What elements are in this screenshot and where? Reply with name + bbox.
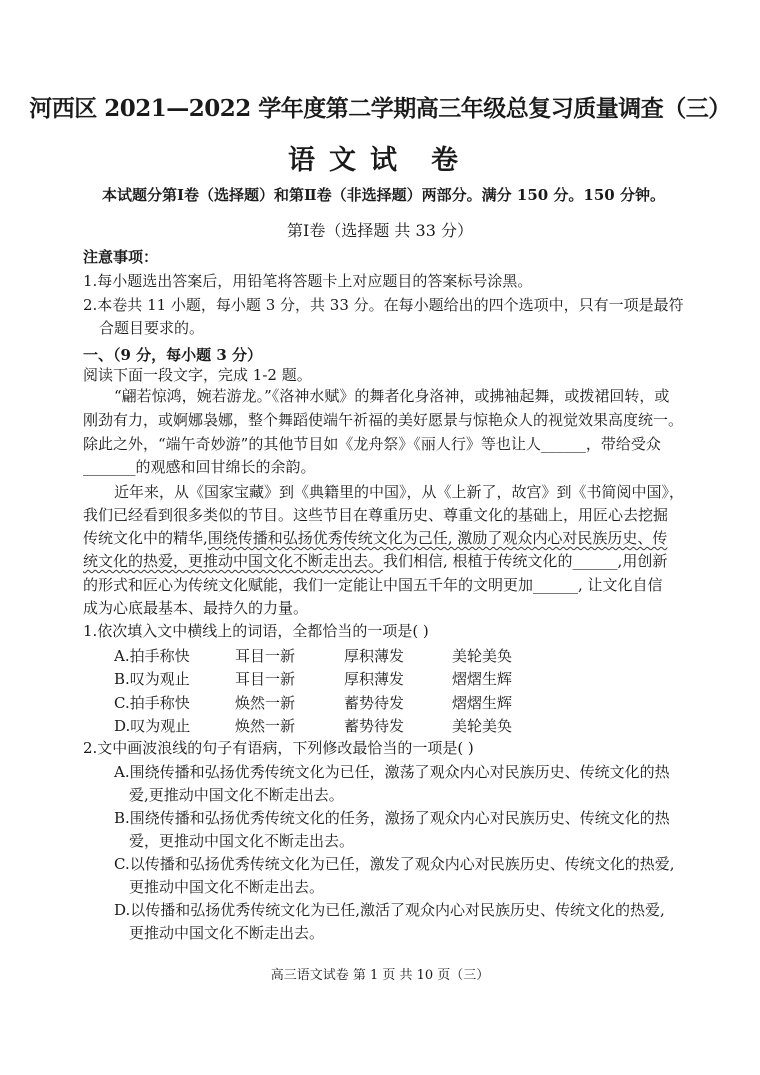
passage-text: 传统文化中的精华, (83, 529, 208, 547)
option-b-word3: 厚积薄发 (344, 670, 405, 688)
passage-line: 的形式和匠心为传统文化赋能，我们一定能让中国五千年的文明更加______, 让文化自信 (83, 576, 663, 594)
option-d-word1: D.叹为观止 (114, 717, 191, 735)
subject-title (0, 138, 760, 177)
section-heading: 一、（9 分，每小题 3 分） (83, 346, 263, 364)
exam-title: 河西区 2021—2022 学年度第二学期高三年级总复习质量调查（三） (29, 95, 731, 122)
exam-intro: 本试题分第Ⅰ卷（选择题）和第Ⅱ卷（非选择题）两部分。满分 150 分。150 分钟。 (102, 186, 665, 204)
option-b-line1: B.围绕传播和弘扬优秀传统文化的任务，激扬了观众内心对民族历史、传统文化的热 (114, 809, 670, 827)
option-b-line2: 爱，更推动中国文化不断走出去。 (129, 832, 355, 850)
passage-line: _______的观感和回甘绵长的余韵。 (83, 458, 316, 476)
option-c-word1: C.拍手称快 (114, 694, 190, 712)
passage-line (83, 551, 667, 571)
option-c-line1: C.以传播和弘扬优秀传统文化为已任，激发了观众内心对民族历史、传统文化的热爱, (114, 855, 675, 873)
passage-line: 成为心底最基本、最持久的力量。 (83, 599, 309, 617)
wavy-underlined-sentence: 围绕传播和弘扬优秀传统文化为己任, 激励了观众内心对民族历史、传 (207, 529, 668, 547)
option-a-word2: 耳目一新 (235, 647, 296, 665)
passage-text: 我们相信, 根植于传统文化的______,用创新 (383, 552, 668, 570)
note-item-2-cont: 合题目要求的。 (99, 319, 205, 337)
subject-title-part1: 语文试 (288, 145, 411, 176)
passage-line: “翩若惊鸿，婉若游龙。”《洛神水赋》的舞者化身洛神，或拂袖起舞，或拨裙回转，或 (114, 387, 670, 405)
option-c-line2: 更推动中国文化不断走出去。 (129, 878, 325, 896)
option-d-line1: D.以传播和弘扬优秀传统文化为已任,激活了观众内心对民族历史、传统文化的热爱, (114, 901, 665, 919)
wavy-underlined-sentence: 统文化的热爱，更推动中国文化不断走出去。 (83, 552, 384, 570)
option-a-line2: 爱,更推动中国文化不断走出去。 (129, 786, 344, 804)
note-item-1: 1.每小题选出答案后，用铅笔将答题卡上对应题目的答案标号涂黑。 (83, 272, 533, 290)
option-c-word3: 蓄势待发 (344, 694, 405, 712)
passage-line: 除此之外，“端午奇妙游”的其他节目如《龙舟祭》《丽人行》等也让人______，带给受众 (83, 435, 661, 453)
passage-line: 刚劲有力，或婀娜袅娜，整个舞蹈使端午祈福的美好愿景与惊艳众人的视觉效果高度统一。 (83, 411, 684, 429)
notes-label: 注意事项： (83, 248, 159, 266)
option-b-word2: 耳目一新 (235, 670, 296, 688)
page-footer: 高三语文试卷 第 1 页 共 10 页（三） (270, 968, 490, 983)
option-a-word4: 美轮美奂 (452, 647, 513, 665)
option-b-word4: 熠熠生辉 (452, 670, 513, 688)
option-c-word4: 熠熠生辉 (452, 694, 513, 712)
option-d-line2: 更推动中国文化不断走出去。 (129, 924, 325, 942)
option-c-word2: 焕然一新 (235, 694, 296, 712)
option-a-word3: 厚积薄发 (344, 647, 405, 665)
passage-line: 近年来，从《国家宝藏》到《典籍里的中国》，从《上新了，故宫》到《书简阅中国》， (114, 483, 685, 501)
option-a-word1: A.拍手称快 (114, 647, 190, 665)
option-a-line1: A.围绕传播和弘扬优秀传统文化为已任，激荡了观众内心对民族历史、传统文化的热 (114, 763, 670, 781)
section-instruction: 阅读下面一段文字，完成 1-2 题。 (83, 366, 312, 384)
note-item-2: 2.本卷共 11 小题，每小题 3 分，共 33 分。在每小题给出的四个选项中，只有一项是最符 (83, 296, 684, 314)
subject-title-part2: 卷 (431, 145, 472, 176)
passage-line: 我们已经看到很多类似的节目。这些节目在尊重历史、尊重文化的基础上，用匠心去挖掘 (83, 506, 669, 524)
question-2-stem: 2.文中画波浪线的句子有语病，下列修改最恰当的一项是( ) (83, 739, 474, 757)
option-b-word1: B.叹为观止 (114, 670, 190, 688)
passage-line (83, 528, 667, 548)
option-d-word2: 焕然一新 (235, 717, 296, 735)
option-d-word4: 美轮美奂 (452, 717, 513, 735)
question-1-stem: 1.依次填入文中横线上的词语，全都恰当的一项是( ) (83, 622, 429, 640)
volume-heading: 第Ⅰ卷（选择题 共 33 分） (287, 221, 473, 240)
option-d-word3: 蓄势待发 (344, 717, 405, 735)
